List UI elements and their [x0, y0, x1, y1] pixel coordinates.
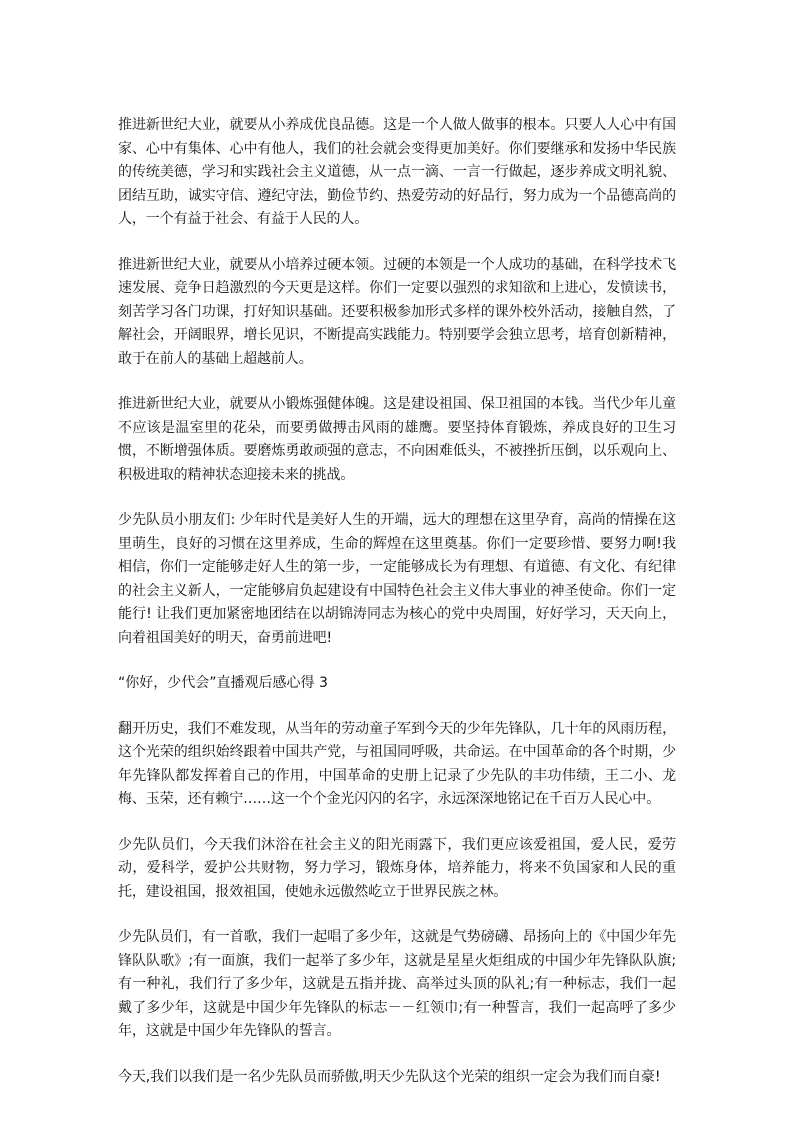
document-body: [118, 114, 676, 1111]
paragraph-closing: 今天,我们以我们是一名少先队员而骄傲,明天少先队这个光荣的组织一定会为我们而自豪!: [118, 1068, 661, 1085]
paragraph-address-pioneers: 少先队员小朋友们: 少年时代是美好人生的开端，远大的理想在这里孕育，高尚的情操在这里萌生，良好的习惯在这里养成，生命的辉煌在这里奠基。你们一定要珍惜、要努力啊!我相信，你们一定能够走好人生的第一步，一定能够成长为有理想、有道德、有文化、有纪律的社会主义新人，一定能够肩负起建设有中国特色社会主义伟大事业的神圣使命。你们一定能行! 让我们更加紧密地团结在以胡锦涛同志为核心的党中央周围，好好学习，天天向上，向着祖国美好的明天，奋勇前进吧!: [118, 512, 676, 646]
paragraph-history: 翻开历史，我们不难发现，从当年的劳动童子军到今天的少年先锋队，几十年的风雨历程，这个光荣的组织始终跟着中国共产党，与祖国同呼吸，共命运。在中国革命的各个时期，少年先锋队都发挥着自己的作用，中国革命的史册上记录了少先队的丰功伟绩，王二小、龙梅、玉荣，还有赖宁……这一个个金光闪闪的名字，永远深深地铭记在千百万人民心中。: [118, 720, 676, 807]
section-heading: “你好，少代会”直播观后感心得 3: [118, 675, 328, 691]
paragraph-symbols: 少先队员们，有一首歌，我们一起唱了多少年，这就是气势磅礴、昂扬向上的《中国少年先锋队队歌》;有一面旗，我们一起举了多少年，这就是星星火炬组成的中国少年先锋队队旗;有一种礼，我们行了多少年，这就是五指并拢、高举过头顶的队礼;有一种标志，我们一起戴了多少年，这就是中国少年先锋队的标志－－红领巾;有一种誓言，我们一起高呼了多少年，这就是中国少年先锋队的誓言。: [118, 929, 676, 1039]
paragraph-physique: 推进新世纪大业，就要从小锻炼强健体魄。这是建设祖国、保卫祖国的本钱。当代少年儿童不应该是温室里的花朵，而要勇做搏击风雨的雄鹰。要坚持体育锻炼，养成良好的卫生习惯，不断增强体质。要磨炼勇敢顽强的意志，不向困难低头，不被挫折压倒，以乐观向上、积极进取的精神状态迎接未来的挑战。: [118, 396, 676, 483]
paragraph-duties: 少先队员们，今天我们沐浴在社会主义的阳光雨露下，我们更应该爱祖国，爱人民，爱劳动，爱科学，爱护公共财物，努力学习，锻炼身体，培养能力，将来不负国家和人民的重托，建设祖国，报效祖国，使她永远傲然屹立于世界民族之林。: [118, 836, 676, 900]
paragraph-moral-character: 推进新世纪大业，就要从小养成优良品德。这是一个人做人做事的根本。只要人人心中有国家、心中有集体、心中有他人，我们的社会就会变得更加美好。你们要继承和发扬中华民族的传统美德，学习和实践社会主义道德，从一点一滴、一言一行做起，逐步养成文明礼貌、团结互助，诚实守信、遵纪守法，勤俭节约、热爱劳动的好品行，努力成为一个品德高尚的人，一个有益于社会、有益于人民的人。: [118, 117, 676, 227]
paragraph-skills: 推进新世纪大业，就要从小培养过硬本领。过硬的本领是一个人成功的基础，在科学技术飞速发展、竞争日趋激烈的今天更是这样。你们一定要以强烈的求知欲和上进心，发愤读书，刻苦学习各门功课，打好知识基础。还要积极参加形式多样的课外校外活动，接触自然，了解社会，开阔眼界，增长见识，不断提高实践能力。特别要学会独立思考，培育创新精神，敢于在前人的基础上超越前人。: [118, 256, 676, 367]
